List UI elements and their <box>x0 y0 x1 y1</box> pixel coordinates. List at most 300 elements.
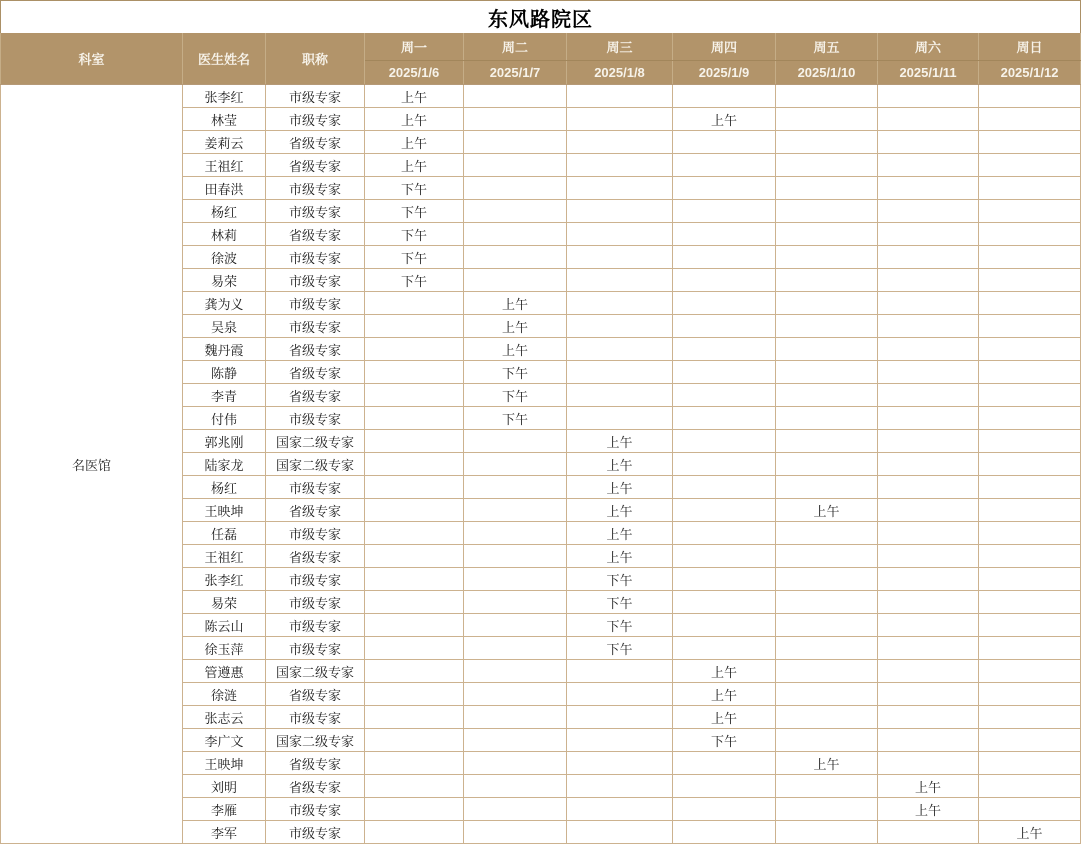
schedule-cell <box>878 752 979 775</box>
schedule-cell <box>567 315 673 338</box>
schedule-cell <box>979 545 1081 568</box>
schedule-cell <box>673 269 776 292</box>
schedule-cell <box>878 154 979 177</box>
schedule-cell <box>776 384 878 407</box>
schedule-cell <box>365 729 464 752</box>
schedule-cell <box>878 729 979 752</box>
schedule-cell <box>464 246 567 269</box>
schedule-cell <box>567 729 673 752</box>
schedule-cell <box>365 545 464 568</box>
job-title-cell: 市级专家 <box>266 407 365 430</box>
schedule-cell <box>673 476 776 499</box>
job-title-cell: 市级专家 <box>266 85 365 108</box>
schedule-cell <box>878 545 979 568</box>
schedule-cell <box>365 821 464 844</box>
schedule-cell <box>878 683 979 706</box>
schedule-cell <box>673 798 776 821</box>
schedule-cell <box>567 177 673 200</box>
schedule-cell: 上午 <box>365 85 464 108</box>
schedule-cell <box>673 752 776 775</box>
doctor-name-cell: 李军 <box>183 821 266 844</box>
schedule-cell <box>776 338 878 361</box>
schedule-cell: 下午 <box>567 568 673 591</box>
schedule-cell: 上午 <box>567 545 673 568</box>
doctor-name-cell: 李雁 <box>183 798 266 821</box>
schedule-cell <box>673 223 776 246</box>
schedule-cell <box>776 200 878 223</box>
job-title-cell: 省级专家 <box>266 752 365 775</box>
schedule-cell <box>365 752 464 775</box>
schedule-cell <box>878 499 979 522</box>
doctor-name-cell: 杨红 <box>183 200 266 223</box>
schedule-cell <box>673 499 776 522</box>
doctor-name-cell: 任磊 <box>183 522 266 545</box>
schedule-cell <box>567 660 673 683</box>
schedule-cell: 下午 <box>365 269 464 292</box>
schedule-cell <box>878 384 979 407</box>
doctor-name-cell: 徐波 <box>183 246 266 269</box>
schedule-cell <box>776 729 878 752</box>
schedule-cell <box>776 85 878 108</box>
schedule-cell <box>567 361 673 384</box>
schedule-cell <box>464 775 567 798</box>
schedule-cell: 下午 <box>567 637 673 660</box>
job-title-cell: 市级专家 <box>266 614 365 637</box>
schedule-cell <box>776 775 878 798</box>
schedule-cell <box>979 131 1081 154</box>
schedule-cell <box>567 292 673 315</box>
schedule-cell <box>776 108 878 131</box>
date-sunday: 2025/1/12 <box>979 61 1081 85</box>
schedule-cell: 上午 <box>567 430 673 453</box>
schedule-cell: 上午 <box>673 660 776 683</box>
doctor-name-cell: 张李红 <box>183 568 266 591</box>
schedule-cell <box>365 430 464 453</box>
job-title-cell: 市级专家 <box>266 706 365 729</box>
schedule-cell <box>464 85 567 108</box>
schedule-cell: 上午 <box>776 499 878 522</box>
schedule-cell <box>567 775 673 798</box>
table-row <box>1 85 1081 108</box>
schedule-cell <box>878 200 979 223</box>
schedule-cell <box>979 683 1081 706</box>
schedule-cell <box>979 775 1081 798</box>
job-title-cell: 市级专家 <box>266 246 365 269</box>
schedule-cell <box>464 752 567 775</box>
schedule-cell <box>776 821 878 844</box>
schedule-cell <box>673 775 776 798</box>
doctor-name-cell: 陆家龙 <box>183 453 266 476</box>
date-thursday: 2025/1/9 <box>673 61 776 85</box>
col-header-friday: 周五 <box>776 33 878 61</box>
job-title-cell: 省级专家 <box>266 384 365 407</box>
doctor-name-cell: 王祖红 <box>183 545 266 568</box>
schedule-cell <box>567 85 673 108</box>
schedule-cell <box>464 453 567 476</box>
schedule-cell <box>464 476 567 499</box>
schedule-cell <box>979 246 1081 269</box>
doctor-name-cell: 魏丹霞 <box>183 338 266 361</box>
schedule-cell <box>567 154 673 177</box>
schedule-cell <box>979 315 1081 338</box>
schedule-cell <box>673 361 776 384</box>
job-title-cell: 省级专家 <box>266 775 365 798</box>
schedule-cell <box>673 545 776 568</box>
schedule-cell <box>979 154 1081 177</box>
schedule-cell <box>979 752 1081 775</box>
schedule-cell <box>776 246 878 269</box>
doctor-name-cell: 林莉 <box>183 223 266 246</box>
schedule-cell <box>673 338 776 361</box>
job-title-cell: 市级专家 <box>266 591 365 614</box>
schedule-cell <box>878 223 979 246</box>
schedule-cell <box>878 361 979 384</box>
schedule-cell <box>878 292 979 315</box>
schedule-cell <box>878 131 979 154</box>
schedule-cell: 下午 <box>567 614 673 637</box>
schedule-cell <box>567 223 673 246</box>
schedule-cell: 下午 <box>365 177 464 200</box>
schedule-cell <box>673 568 776 591</box>
schedule-cell: 上午 <box>776 752 878 775</box>
doctor-name-cell: 杨红 <box>183 476 266 499</box>
schedule-cell: 下午 <box>464 361 567 384</box>
schedule-cell <box>878 706 979 729</box>
schedule-cell <box>673 131 776 154</box>
doctor-name-cell: 李青 <box>183 384 266 407</box>
schedule-cell <box>776 545 878 568</box>
schedule-cell <box>673 200 776 223</box>
schedule-cell <box>979 798 1081 821</box>
schedule-cell <box>365 384 464 407</box>
schedule-cell <box>979 706 1081 729</box>
doctor-name-cell: 姜莉云 <box>183 131 266 154</box>
doctor-name-cell: 王映坤 <box>183 499 266 522</box>
schedule-cell <box>464 706 567 729</box>
doctor-name-cell: 徐玉萍 <box>183 637 266 660</box>
schedule-cell <box>567 706 673 729</box>
schedule-cell <box>878 614 979 637</box>
schedule-cell <box>365 315 464 338</box>
schedule-cell <box>567 269 673 292</box>
schedule-cell: 上午 <box>673 683 776 706</box>
schedule-cell: 上午 <box>567 499 673 522</box>
schedule-cell <box>673 292 776 315</box>
schedule-cell <box>567 384 673 407</box>
doctor-name-cell: 田春洪 <box>183 177 266 200</box>
schedule-cell <box>776 131 878 154</box>
job-title-cell: 省级专家 <box>266 154 365 177</box>
schedule-cell <box>464 430 567 453</box>
schedule-cell: 下午 <box>365 223 464 246</box>
schedule-cell: 上午 <box>878 798 979 821</box>
job-title-cell: 市级专家 <box>266 476 365 499</box>
schedule-cell <box>878 637 979 660</box>
schedule-cell <box>979 453 1081 476</box>
schedule-cell <box>464 223 567 246</box>
schedule-cell <box>673 453 776 476</box>
schedule-cell <box>878 430 979 453</box>
schedule-cell <box>365 798 464 821</box>
schedule-cell <box>673 315 776 338</box>
schedule-cell <box>776 798 878 821</box>
schedule-cell <box>365 591 464 614</box>
schedule-cell <box>464 200 567 223</box>
schedule-cell <box>979 499 1081 522</box>
schedule-cell <box>776 177 878 200</box>
schedule-cell <box>979 223 1081 246</box>
schedule-cell: 下午 <box>365 246 464 269</box>
job-title-cell: 市级专家 <box>266 798 365 821</box>
job-title-cell: 国家二级专家 <box>266 453 365 476</box>
schedule-cell: 上午 <box>464 315 567 338</box>
schedule-cell <box>878 85 979 108</box>
col-header-wednesday: 周三 <box>567 33 673 61</box>
schedule-cell <box>365 568 464 591</box>
job-title-cell: 省级专家 <box>266 545 365 568</box>
doctor-name-cell: 陈云山 <box>183 614 266 637</box>
schedule-cell <box>365 476 464 499</box>
schedule-cell <box>365 683 464 706</box>
department-cell: 名医馆 <box>1 85 183 844</box>
schedule-cell <box>365 775 464 798</box>
schedule-cell <box>776 660 878 683</box>
schedule-cell <box>365 338 464 361</box>
job-title-cell: 市级专家 <box>266 821 365 844</box>
schedule-cell <box>878 108 979 131</box>
schedule-cell <box>464 729 567 752</box>
schedule-cell <box>776 430 878 453</box>
schedule-cell <box>776 361 878 384</box>
schedule-cell <box>673 430 776 453</box>
schedule-cell <box>365 292 464 315</box>
schedule-cell: 下午 <box>464 407 567 430</box>
job-title-cell: 国家二级专家 <box>266 660 365 683</box>
schedule-cell <box>464 177 567 200</box>
schedule-cell <box>979 338 1081 361</box>
schedule-cell <box>673 591 776 614</box>
doctor-name-cell: 林莹 <box>183 108 266 131</box>
schedule-cell <box>567 407 673 430</box>
job-title-cell: 市级专家 <box>266 292 365 315</box>
schedule-cell <box>878 246 979 269</box>
schedule-cell <box>776 154 878 177</box>
schedule-cell <box>776 453 878 476</box>
schedule-cell: 上午 <box>979 821 1081 844</box>
doctor-name-cell: 易荣 <box>183 269 266 292</box>
date-tuesday: 2025/1/7 <box>464 61 567 85</box>
schedule-cell <box>365 407 464 430</box>
schedule-cell <box>979 361 1081 384</box>
schedule-cell: 上午 <box>365 131 464 154</box>
job-title-cell: 市级专家 <box>266 269 365 292</box>
schedule-cell: 下午 <box>365 200 464 223</box>
schedule-cell <box>776 269 878 292</box>
job-title-cell: 市级专家 <box>266 637 365 660</box>
header-day-row <box>1 33 1081 61</box>
schedule-cell <box>878 407 979 430</box>
job-title-cell: 市级专家 <box>266 177 365 200</box>
schedule-cell: 上午 <box>567 522 673 545</box>
schedule-cell <box>878 177 979 200</box>
schedule-cell <box>979 591 1081 614</box>
schedule-cell <box>776 591 878 614</box>
schedule-cell <box>464 545 567 568</box>
schedule-cell <box>979 85 1081 108</box>
schedule-cell <box>878 522 979 545</box>
schedule-cell <box>979 108 1081 131</box>
schedule-cell <box>464 821 567 844</box>
schedule-cell: 下午 <box>567 591 673 614</box>
schedule-cell: 上午 <box>878 775 979 798</box>
doctor-name-cell: 张志云 <box>183 706 266 729</box>
col-header-department: 科室 <box>1 33 183 85</box>
schedule-cell <box>776 568 878 591</box>
col-header-sunday: 周日 <box>979 33 1081 61</box>
schedule-cell <box>878 338 979 361</box>
col-header-monday: 周一 <box>365 33 464 61</box>
doctor-name-cell: 郭兆刚 <box>183 430 266 453</box>
title-row <box>1 1 1081 34</box>
schedule-cell <box>464 522 567 545</box>
schedule-cell <box>878 453 979 476</box>
schedule-cell: 上午 <box>673 706 776 729</box>
schedule-cell: 下午 <box>673 729 776 752</box>
schedule-cell <box>776 522 878 545</box>
schedule-cell <box>776 476 878 499</box>
job-title-cell: 市级专家 <box>266 522 365 545</box>
schedule-cell <box>673 246 776 269</box>
schedule-cell <box>878 660 979 683</box>
date-saturday: 2025/1/11 <box>878 61 979 85</box>
schedule-cell <box>979 269 1081 292</box>
schedule-cell <box>979 729 1081 752</box>
schedule-cell: 上午 <box>567 476 673 499</box>
doctor-name-cell: 刘明 <box>183 775 266 798</box>
page-title: 东风路院区 <box>1 1 1081 34</box>
job-title-cell: 市级专家 <box>266 108 365 131</box>
schedule-cell <box>464 637 567 660</box>
job-title-cell: 省级专家 <box>266 223 365 246</box>
schedule-cell <box>878 269 979 292</box>
job-title-cell: 省级专家 <box>266 361 365 384</box>
doctor-name-cell: 陈静 <box>183 361 266 384</box>
schedule-cell <box>673 522 776 545</box>
schedule-cell <box>979 614 1081 637</box>
schedule-cell <box>979 200 1081 223</box>
schedule-cell <box>673 384 776 407</box>
schedule-cell <box>776 292 878 315</box>
schedule-cell <box>979 568 1081 591</box>
schedule-cell <box>979 476 1081 499</box>
job-title-cell: 省级专家 <box>266 131 365 154</box>
doctor-name-cell: 管遵惠 <box>183 660 266 683</box>
date-wednesday: 2025/1/8 <box>567 61 673 85</box>
schedule-cell <box>979 430 1081 453</box>
schedule-cell <box>464 591 567 614</box>
schedule-cell <box>464 660 567 683</box>
schedule-cell <box>878 476 979 499</box>
schedule-cell: 上午 <box>365 154 464 177</box>
job-title-cell: 省级专家 <box>266 338 365 361</box>
date-monday: 2025/1/6 <box>365 61 464 85</box>
schedule-cell: 下午 <box>464 384 567 407</box>
schedule-cell <box>673 154 776 177</box>
schedule-cell <box>464 683 567 706</box>
schedule-cell <box>776 407 878 430</box>
job-title-cell: 市级专家 <box>266 568 365 591</box>
schedule-cell <box>365 614 464 637</box>
schedule-cell <box>776 683 878 706</box>
job-title-cell: 国家二级专家 <box>266 729 365 752</box>
schedule-cell <box>567 200 673 223</box>
schedule-cell <box>776 223 878 246</box>
doctor-name-cell: 徐涟 <box>183 683 266 706</box>
schedule-cell <box>464 269 567 292</box>
schedule-cell <box>776 637 878 660</box>
schedule-cell <box>567 821 673 844</box>
doctor-name-cell: 吴泉 <box>183 315 266 338</box>
schedule-cell <box>979 384 1081 407</box>
date-friday: 2025/1/10 <box>776 61 878 85</box>
schedule-cell <box>979 407 1081 430</box>
schedule-cell <box>979 177 1081 200</box>
schedule-cell <box>776 706 878 729</box>
schedule-cell <box>567 131 673 154</box>
schedule-cell <box>673 177 776 200</box>
schedule-cell <box>464 154 567 177</box>
doctor-name-cell: 王祖红 <box>183 154 266 177</box>
col-header-tuesday: 周二 <box>464 33 567 61</box>
schedule-cell <box>776 315 878 338</box>
doctor-name-cell: 付伟 <box>183 407 266 430</box>
schedule-cell <box>464 614 567 637</box>
schedule-cell <box>365 361 464 384</box>
schedule-cell <box>979 522 1081 545</box>
schedule-cell <box>567 246 673 269</box>
doctor-name-cell: 易荣 <box>183 591 266 614</box>
schedule-cell <box>365 499 464 522</box>
schedule-cell <box>567 752 673 775</box>
doctor-name-cell: 张李红 <box>183 85 266 108</box>
col-header-thursday: 周四 <box>673 33 776 61</box>
schedule-cell <box>365 706 464 729</box>
col-header-job-title: 职称 <box>266 33 365 85</box>
schedule-cell: 上午 <box>673 108 776 131</box>
schedule-cell: 上午 <box>567 453 673 476</box>
schedule-cell <box>464 499 567 522</box>
schedule-cell <box>464 131 567 154</box>
job-title-cell: 省级专家 <box>266 683 365 706</box>
schedule-cell <box>464 108 567 131</box>
schedule-cell <box>673 614 776 637</box>
schedule-cell: 上午 <box>464 338 567 361</box>
schedule-cell <box>979 660 1081 683</box>
col-header-saturday: 周六 <box>878 33 979 61</box>
doctor-name-cell: 龚为义 <box>183 292 266 315</box>
schedule-cell <box>878 591 979 614</box>
schedule-cell <box>878 315 979 338</box>
schedule-cell <box>464 568 567 591</box>
job-title-cell: 市级专家 <box>266 200 365 223</box>
schedule-cell: 上午 <box>464 292 567 315</box>
schedule-body <box>1 85 1081 844</box>
schedule-cell <box>878 821 979 844</box>
schedule-cell <box>673 85 776 108</box>
doctor-name-cell: 王映坤 <box>183 752 266 775</box>
schedule-cell <box>673 407 776 430</box>
schedule-cell <box>365 637 464 660</box>
